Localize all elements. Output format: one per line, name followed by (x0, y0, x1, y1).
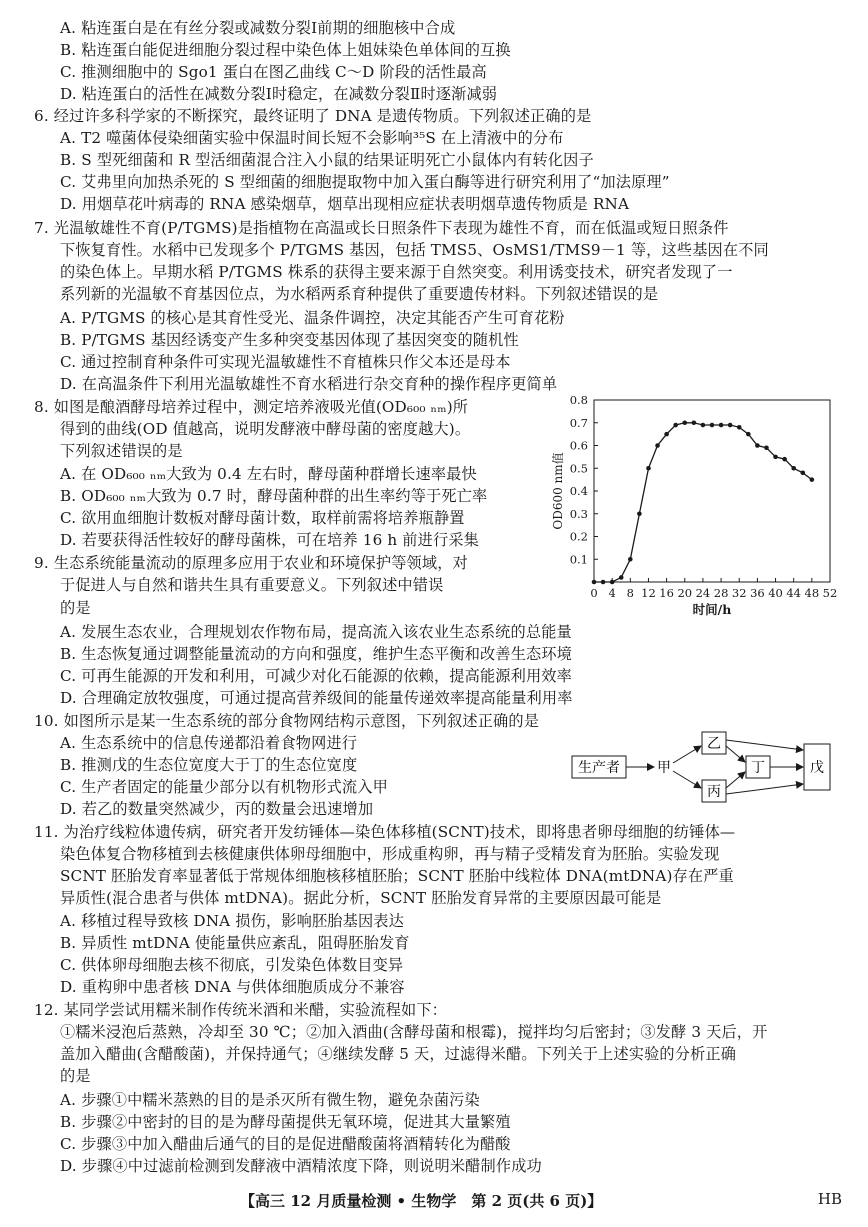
od600-data-point (710, 423, 715, 428)
q10-option-d: D. 若乙的数量突然减少，丙的数量会迅速增加 (60, 800, 374, 818)
arrow-bing-to-wu (726, 784, 803, 794)
q9-option-a: A. 发展生态农业，合理规划农作物布局，提高流入该农业生态系统的总能量 (60, 623, 572, 641)
q8-option-c: C. 欲用血细胞计数板对酵母菌计数，取样前需将培养瓶静置 (60, 509, 465, 527)
y-tick-label: 0.4 (569, 484, 588, 498)
q11-option-a: A. 移植过程导致核 DNA 损伤，影响胚胎基因表达 (60, 912, 404, 930)
q11-stem-line-1: 11. 为治疗线粒体遗传病，研究者开发纺锤体—染色体移植(SCNT)技术，即将患者卵母细胞的纺锤体— (34, 823, 736, 841)
od600-data-point (800, 471, 805, 476)
q10-stem: 10. 如图所示是某一生态系统的部分食物网结构示意图，下列叙述正确的是 (34, 712, 540, 730)
producer-label: 生产者 (578, 760, 620, 776)
q6-option-b: B. S 型死细菌和 R 型活细菌混合注入小鼠的结果证明死亡小鼠体内有转化因子 (60, 151, 594, 169)
q12-option-d: D. 步骤④中过滤前检测到发酵液中酒精浓度下降，则说明米醋制作成功 (60, 1157, 542, 1175)
q11-stem-line-3: SCNT 胚胎发育率显著低于常规体细胞核移植胚胎；SCNT 胚胎中线粒体 DNA(mtDNA)存在严重 (60, 867, 734, 885)
x-tick-label: 36 (750, 586, 765, 600)
y-tick-label: 0.2 (569, 529, 588, 544)
footer-title: 【高三 12 月质量检测 • 生物学 第 2 页(共 6 页)】 (240, 1192, 603, 1210)
od600-data-point (719, 423, 724, 428)
od600-data-point (592, 580, 597, 585)
q7-option-b: B. P/TGMS 基因经诱变产生多种突变基因体现了基因突变的随机性 (60, 331, 519, 349)
q5-option-b: B. 粘连蛋白能促进细胞分裂过程中染色体上姐妹染色单体间的互换 (60, 41, 511, 59)
q5-option-c: C. 推测细胞中的 Sgo1 蛋白在图乙曲线 C～D 阶段的活性最高 (60, 63, 487, 81)
y-tick-label: 0.8 (569, 393, 588, 407)
od600-data-point (764, 445, 769, 450)
q7-option-a: A. P/TGMS 的核心是其育性受光、温条件调控，决定其能否产生可育花粉 (60, 309, 565, 327)
node-yi-label: 乙 (707, 736, 721, 752)
footer-code: HB (817, 1190, 842, 1208)
od600-data-point (701, 423, 706, 428)
q12-option-c: C. 步骤③中加入醋曲后通气的目的是促进醋酸菌将酒精转化为醋酸 (60, 1135, 511, 1153)
od600-data-point (664, 432, 669, 437)
od600-data-point (755, 443, 760, 448)
od600-data-point (673, 423, 678, 428)
q8-stem-line-3: 下列叙述错误的是 (60, 442, 183, 460)
node-bing-label: 丙 (707, 784, 721, 800)
q6-option-a: A. T2 噬菌体侵染细菌实验中保温时间长短不会影响³⁵S 在上清液中的分布 (60, 129, 564, 147)
od600-series-line (594, 423, 812, 582)
node-jia-label: 甲 (657, 760, 671, 776)
q12-stem-line-1: 12. 某同学尝试用糯米制作传统米酒和米醋，实验流程如下： (34, 1001, 448, 1019)
od600-data-point (791, 466, 796, 471)
od600-data-point (692, 420, 697, 425)
x-tick-label: 48 (804, 586, 820, 600)
od600-data-point (655, 443, 660, 448)
q9-option-c: C. 可再生能源的开发和利用，可减少对化石能源的依赖，提高能源利用效率 (60, 667, 572, 685)
q7-stem-line-3: 的染色体上。早期水稻 P/TGMS 株系的获得主要来源于自然突变。利用诱变技术，研究者发现了一 (60, 263, 733, 281)
q7-option-d: D. 在高温条件下利用光温敏雄性不育水稻进行杂交育种的操作程序更简单 (60, 375, 558, 393)
od600-data-point (610, 580, 615, 585)
q12-option-b: B. 步骤②中密封的目的是为酵母菌提供无氧环境，促进其大量繁殖 (60, 1113, 511, 1131)
q12-stem-line-3: 盖加入醋曲(含醋酸菌)，并保持通气；④继续发酵 5 天，过滤得米醋。下列关于上述实验的分析正确 (60, 1045, 737, 1063)
x-tick-label: 16 (659, 586, 674, 600)
od600-data-point (746, 432, 751, 437)
q11-option-c: C. 供体卵母细胞去核不彻底，引发染色体数目变异 (60, 956, 404, 974)
q10-option-b: B. 推测戊的生态位宽度大于丁的生态位宽度 (60, 756, 358, 774)
od600-data-point (737, 425, 742, 430)
od600-data-point (728, 423, 733, 428)
q7-stem-line-4: 系列新的光温敏不育基因位点，为水稻两系育种提供了重要遗传材料。下列叙述错误的是 (60, 285, 659, 303)
q8-option-d: D. 若要获得活性较好的酵母菌株，可在培养 16 h 前进行采集 (60, 531, 479, 549)
od600-data-point (601, 580, 606, 585)
q6-option-c: C. 艾弗里向加热杀死的 S 型细菌的细胞提取物中加入蛋白酶等进行研究利用了“加法原理” (60, 173, 670, 191)
od600-data-point (682, 420, 687, 425)
x-tick-label: 4 (608, 586, 616, 600)
od600-data-point (619, 575, 624, 580)
q8-stem-line-2: 得到的曲线(OD 值越高，说明发酵液中酵母菌的密度越大)。 (60, 420, 471, 438)
q11-stem-line-4: 异质性(混合患者与供体 mtDNA)。据此分析，SCNT 胚胎发育异常的主要原因最可能是 (60, 889, 662, 907)
node-wu-label: 戊 (810, 760, 824, 776)
od600-data-point (773, 455, 778, 460)
arrow-bing-to-ding (726, 772, 745, 788)
x-tick-label: 12 (641, 586, 656, 600)
y-tick-label: 0.3 (569, 506, 588, 521)
page-footer (0, 1186, 868, 1214)
q5-option-d: D. 粘连蛋白的活性在减数分裂Ⅰ时稳定，在减数分裂Ⅱ时逐渐减弱 (60, 85, 498, 103)
arrow-yi-to-wu (726, 740, 803, 750)
q11-option-b: B. 异质性 mtDNA 使能量供应紊乱，阻碍胚胎发育 (60, 934, 410, 952)
node-ding-label: 丁 (751, 760, 765, 776)
q12-stem-line-4: 的是 (60, 1067, 91, 1085)
x-tick-label: 28 (713, 586, 729, 600)
od600-growth-chart (548, 388, 848, 620)
od600-data-point (646, 466, 651, 471)
arrow-yi-to-ding (726, 746, 745, 762)
q9-stem-line-3: 的是 (60, 599, 91, 617)
q12-stem-line-2: ①糯米浸泡后蒸熟，冷却至 30 ℃；②加入酒曲(含酵母菌和根霉)，搅拌均匀后密封；③发酵 3 天后，开 (60, 1023, 768, 1041)
od600-data-point (810, 477, 815, 482)
x-tick-label: 52 (822, 586, 838, 600)
q5-option-a: A. 粘连蛋白是在有丝分裂或减数分裂Ⅰ前期的细胞核中合成 (60, 19, 456, 37)
od600-data-point (628, 557, 633, 562)
x-tick-label: 44 (786, 586, 802, 600)
od600-data-point (637, 511, 642, 516)
q8-option-a: A. 在 OD₆₀₀ ₙₘ大致为 0.4 左右时，酵母菌种群增长速率最快 (60, 465, 477, 483)
food-web-diagram (568, 730, 838, 806)
y-tick-label: 0.1 (569, 552, 588, 567)
x-tick-label: 0 (590, 586, 598, 600)
od600-data-point (782, 457, 787, 462)
q11-option-d: D. 重构卵中患者核 DNA 与供体细胞质成分不兼容 (60, 978, 405, 996)
x-axis-label: 时间/h (692, 602, 732, 617)
q9-stem-line-1: 9. 生态系统能量流动的原理多应用于农业和环境保护等领域，对 (34, 554, 468, 572)
q11-stem-line-2: 染色体复合物移植到去核健康供体卵母细胞中，形成重构卵，再与精子受精发育为胚胎。实验发现 (60, 845, 720, 863)
q9-option-b: B. 生态恢复通过调整能量流动的方向和强度，维护生态平衡和改善生态环境 (60, 645, 573, 663)
y-tick-label: 0.6 (569, 438, 588, 453)
y-tick-label: 0.5 (569, 461, 588, 476)
q6-stem: 6. 经过许多科学家的不断探究，最终证明了 DNA 是遗传物质。下列叙述正确的是 (34, 107, 592, 125)
x-tick-label: 24 (695, 586, 711, 600)
y-tick-label: 0.7 (569, 415, 588, 430)
q7-option-c: C. 通过控制育种条件可实现光温敏雄性不育植株只作父本还是母本 (60, 353, 511, 371)
arrow-jia-to-bing (673, 771, 701, 788)
q7-stem-line-1: 7. 光温敏雄性不育(P/TGMS)是指植物在高温或长日照条件下表现为雄性不育，而在低温或短日照条件 (34, 219, 729, 237)
x-tick-label: 8 (626, 586, 634, 600)
x-tick-label: 40 (768, 586, 783, 600)
x-tick-label: 32 (731, 586, 747, 600)
q12-option-a: A. 步骤①中糯米蒸熟的目的是杀灭所有微生物，避免杂菌污染 (60, 1091, 480, 1109)
q9-stem-line-2: 于促进人与自然和谐共生具有重要意义。下列叙述中错误 (60, 576, 444, 594)
q7-stem-line-2: 下恢复育性。水稻中已发现多个 P/TGMS 基因，包括 TMS5、OsMS1/TMS9－1 等，这些基因在不同 (60, 241, 769, 259)
y-axis-label: OD600 nm值 (551, 452, 565, 530)
q10-option-c: C. 生产者固定的能量少部分以有机物形式流入甲 (60, 778, 388, 796)
arrow-jia-to-yi (673, 746, 701, 763)
x-tick-label: 20 (677, 586, 693, 600)
q8-stem-line-1: 8. 如图是酿酒酵母培养过程中，测定培养液吸光值(OD₆₀₀ ₙₘ)所 (34, 398, 469, 416)
q8-option-b: B. OD₆₀₀ ₙₘ大致为 0.7 时，酵母菌种群的出生率约等于死亡率 (60, 487, 488, 505)
q10-option-a: A. 生态系统中的信息传递都沿着食物网进行 (60, 734, 358, 752)
q6-option-d: D. 用烟草花叶病毒的 RNA 感染烟草，烟草出现相应症状表明烟草遗传物质是 RNA (60, 195, 630, 213)
q9-option-d: D. 合理确定放牧强度，可通过提高营养级间的能量传递效率提高能量利用率 (60, 689, 573, 707)
